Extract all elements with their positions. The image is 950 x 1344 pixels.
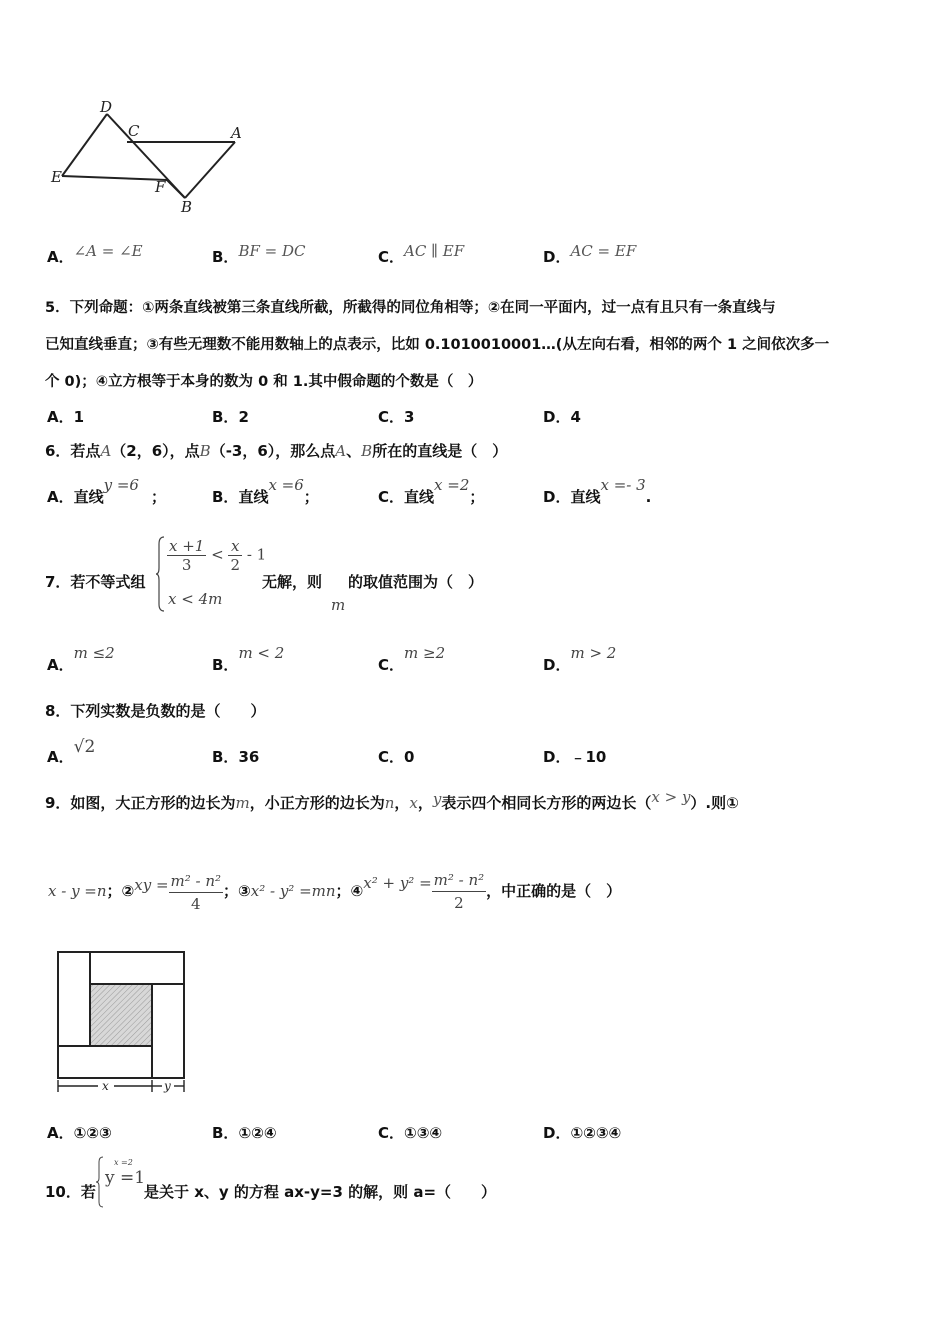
q7-option-c[interactable] bbox=[378, 644, 446, 675]
q8-option-a[interactable] bbox=[47, 737, 96, 767]
dim-label-x: x bbox=[102, 1079, 109, 1093]
option-math: m ≥2 bbox=[404, 644, 446, 662]
stem-text: 所在的直线是（ ） bbox=[372, 442, 508, 460]
q8-option-c[interactable] bbox=[378, 746, 414, 767]
option-letter: A． bbox=[47, 248, 74, 266]
option-letter: D． bbox=[543, 408, 571, 426]
stem-text: 表示四个相同长方形的两边长（ bbox=[441, 794, 652, 812]
q7-suffix: 的取值范围为（ ） bbox=[348, 573, 484, 591]
option-text: 直线 bbox=[570, 488, 601, 506]
option-text: ①②④ bbox=[238, 1124, 277, 1142]
option-letter: C． bbox=[378, 748, 405, 766]
q9-option-b[interactable] bbox=[212, 1122, 277, 1143]
q10-prefix: 10．若 bbox=[45, 1183, 96, 1201]
stem-text: （2，6），点 bbox=[111, 442, 200, 460]
option-tail: . bbox=[645, 488, 652, 506]
fraction: $\frac{x +1}{3}$ bbox=[169, 537, 205, 574]
option-text: 2 bbox=[238, 408, 249, 426]
stem-text: 、 bbox=[346, 442, 362, 460]
option-letter: C． bbox=[378, 248, 405, 266]
option-text: 1 bbox=[73, 408, 85, 426]
q4-option-b[interactable] bbox=[212, 242, 306, 267]
variable-m: m bbox=[235, 794, 250, 812]
q6-option-d[interactable] bbox=[543, 476, 652, 507]
option-math: y =6 bbox=[103, 476, 139, 494]
q7-inequality-1 bbox=[167, 537, 266, 574]
q10-system-top: x =2 bbox=[114, 1158, 133, 1167]
q5-option-a[interactable] bbox=[47, 406, 84, 427]
option-letter: B． bbox=[212, 248, 239, 266]
option-letter: D． bbox=[543, 1124, 571, 1142]
option-text: ①③④ bbox=[404, 1124, 443, 1142]
label-c: C bbox=[128, 122, 140, 140]
stem-text: 9．如图，大正方形的边长为 bbox=[45, 794, 236, 812]
option-math: m ≤2 bbox=[73, 644, 115, 662]
statement-4-lhs: x² + y² = bbox=[363, 874, 432, 892]
statement-2-lhs: xy = bbox=[134, 876, 169, 894]
q7-option-d[interactable] bbox=[543, 644, 617, 675]
variable-x: x bbox=[409, 794, 418, 812]
q9-option-a[interactable] bbox=[47, 1122, 112, 1143]
q5-stem-line-1: 5．下列命题：①两条直线被第三条直线所截，所截得的同位角相等；②在同一平面内，过一点有且只有一条直线与 bbox=[45, 300, 776, 316]
option-math: x =2 bbox=[434, 476, 470, 494]
q7-prefix: 7．若不等式组 bbox=[45, 573, 146, 591]
stem-text: 6．若点 bbox=[45, 442, 101, 460]
q7-system-brace bbox=[156, 536, 166, 612]
q8-option-d[interactable] bbox=[543, 746, 606, 767]
variable-n: n bbox=[384, 794, 395, 812]
option-letter: C． bbox=[378, 488, 405, 506]
q6-option-a[interactable] bbox=[47, 476, 166, 507]
separator: ；④ bbox=[335, 882, 364, 900]
label-a: A bbox=[231, 124, 242, 142]
stem-text: ）.则① bbox=[690, 794, 739, 812]
line-db bbox=[107, 114, 185, 198]
dim-label-y: y bbox=[164, 1079, 171, 1093]
q7-option-b[interactable] bbox=[212, 644, 285, 675]
q9-square-figure bbox=[52, 946, 192, 1096]
q5-stem-line-2: 已知直线垂直；③有些无理数不能用数轴上的点表示，比如 0.1010010001…(从左向右看，相邻的两个 1 之间依次多一 bbox=[45, 337, 830, 353]
separator: ；③ bbox=[223, 882, 251, 900]
option-math: BF = DC bbox=[238, 242, 306, 260]
option-text: 直线 bbox=[73, 488, 104, 506]
q5-option-d[interactable] bbox=[543, 406, 581, 427]
option-text: 直线 bbox=[238, 488, 269, 506]
q7-option-a[interactable] bbox=[47, 644, 115, 675]
q4-option-c[interactable] bbox=[378, 242, 465, 267]
q5-stem-line-3: 个 0)；④立方根等于本身的数为 0 和 1.其中假命题的个数是（ ） bbox=[45, 374, 483, 390]
statement-2-fraction: $\frac{\text{m² - n²}}{4}$ bbox=[170, 872, 222, 913]
q8-option-b[interactable] bbox=[212, 746, 259, 767]
option-letter: C． bbox=[378, 1124, 405, 1142]
option-letter: D． bbox=[543, 248, 571, 266]
statement-3: x² - y² =mn bbox=[250, 882, 336, 900]
q7-variable-m: m bbox=[331, 596, 346, 614]
option-math: m > 2 bbox=[570, 644, 617, 662]
option-letter: C． bbox=[378, 408, 405, 426]
q10-system-brace bbox=[96, 1156, 104, 1208]
condition-x-gt-y: x > y bbox=[651, 788, 691, 806]
q7-inequality-2: x < 4m bbox=[168, 590, 223, 608]
option-letter: D． bbox=[543, 748, 571, 766]
option-tail: ； bbox=[303, 488, 319, 506]
option-text: 直线 bbox=[404, 488, 435, 506]
option-letter: D． bbox=[543, 488, 571, 506]
option-text: ﹣10 bbox=[570, 748, 607, 766]
option-letter: B． bbox=[212, 656, 239, 674]
q9-stem-line-1 bbox=[45, 788, 739, 814]
option-text: 0 bbox=[404, 748, 415, 766]
q6-option-c[interactable] bbox=[378, 476, 485, 507]
option-letter: B． bbox=[212, 748, 239, 766]
option-math: AC ∥ EF bbox=[404, 242, 465, 260]
option-letter: D． bbox=[543, 656, 571, 674]
label-d: D bbox=[100, 100, 113, 116]
line-ab bbox=[185, 142, 235, 198]
q6-stem bbox=[45, 440, 507, 462]
label-f: F bbox=[155, 178, 166, 196]
q7-mid: 无解，则 bbox=[262, 573, 323, 591]
small-square bbox=[90, 984, 152, 1046]
stem-text: ， bbox=[394, 794, 410, 812]
stem-text: （-3，6），那么点 bbox=[210, 442, 336, 460]
stem-text: ，小正方形的边长为 bbox=[249, 794, 385, 812]
statement-4-fraction: $\frac{\text{m² - n²}}{2}$ bbox=[433, 871, 485, 912]
option-text: 36 bbox=[238, 748, 260, 766]
option-math: √2 bbox=[73, 737, 96, 757]
point-b: B bbox=[199, 442, 211, 460]
line-ef bbox=[62, 176, 167, 180]
point-b: B bbox=[361, 442, 373, 460]
statement-1: x - y =n bbox=[48, 882, 107, 900]
option-letter: A． bbox=[47, 488, 74, 506]
q9-option-c[interactable] bbox=[378, 1122, 442, 1143]
point-a: A bbox=[335, 442, 347, 460]
option-text: ①②③ bbox=[73, 1124, 112, 1142]
option-letter: B． bbox=[212, 488, 239, 506]
option-math: x =6 bbox=[268, 476, 304, 494]
q4-option-d[interactable] bbox=[543, 242, 637, 267]
label-b: B bbox=[181, 198, 193, 216]
option-text: 4 bbox=[570, 408, 581, 426]
option-math: AC = EF bbox=[570, 242, 637, 260]
stem-text: ，中正确的是（ ） bbox=[486, 882, 622, 900]
option-text: ①②③④ bbox=[570, 1124, 622, 1142]
option-letter: C． bbox=[378, 656, 405, 674]
q6-option-b[interactable] bbox=[212, 476, 319, 507]
q10-suffix: 是关于 x、y 的方程 ax-y=3 的解，则 a=（ ） bbox=[144, 1183, 497, 1201]
minus-one: - 1 bbox=[246, 545, 267, 564]
q8-stem: 8．下列实数是负数的是（ ） bbox=[45, 702, 266, 720]
option-letter: A． bbox=[47, 1124, 74, 1142]
option-text: 3 bbox=[404, 408, 415, 426]
option-letter: B． bbox=[212, 1124, 239, 1142]
point-a: A bbox=[100, 442, 112, 460]
option-letter: A． bbox=[47, 408, 74, 426]
option-letter: B． bbox=[212, 408, 239, 426]
q9-option-d[interactable] bbox=[543, 1122, 621, 1143]
option-letter: A． bbox=[47, 656, 74, 674]
line-de bbox=[62, 114, 107, 176]
q4-option-a[interactable] bbox=[47, 242, 143, 267]
q5-option-b[interactable] bbox=[212, 406, 249, 427]
q9-stem-line-2 bbox=[48, 856, 622, 913]
less-than: < bbox=[211, 545, 224, 564]
option-tail: ； bbox=[469, 488, 485, 506]
q5-option-c[interactable] bbox=[378, 406, 414, 427]
fraction: $\frac{x}{2}$ bbox=[230, 537, 241, 574]
option-tail: ； bbox=[150, 488, 166, 506]
stem-text: ， bbox=[417, 794, 433, 812]
option-letter: A． bbox=[47, 748, 74, 766]
option-math: x =- 3 bbox=[600, 476, 646, 494]
variable-y: y bbox=[432, 790, 442, 808]
q4-geometry-figure bbox=[45, 100, 255, 220]
option-math: ∠A = ∠E bbox=[73, 242, 143, 260]
label-e: E bbox=[51, 168, 62, 186]
separator: ；② bbox=[106, 882, 135, 900]
option-math: m < 2 bbox=[238, 644, 285, 662]
q10-system-bottom: y =1 bbox=[105, 1168, 146, 1188]
